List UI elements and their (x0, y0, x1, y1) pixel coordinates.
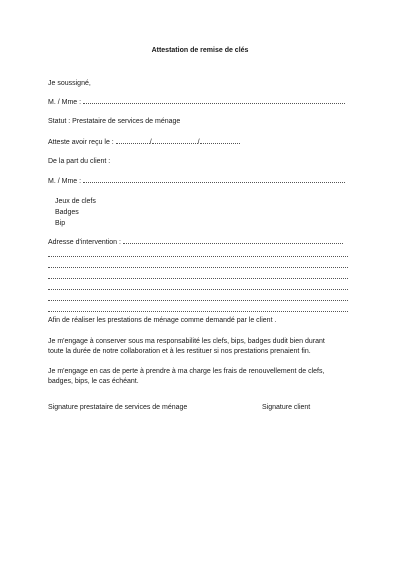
address-dots-first (123, 243, 343, 244)
de-la-part-text: De la part du client : (48, 158, 111, 165)
paragraph-commitment-line1: Je m'engage à conserver sous ma responsabilité les clefs, bips, badges dudit bien durant (48, 338, 325, 345)
address-dots-3[interactable] (48, 267, 348, 268)
address-line[interactable] (48, 238, 343, 247)
address-dots-5[interactable] (48, 289, 348, 290)
je-soussigne-text: Je soussigné, (48, 80, 91, 87)
received-year-dots (200, 143, 240, 144)
received-date-label: Atteste avoir reçu le : (48, 139, 114, 146)
paragraph-loss-line1: Je m'engage en cas de perte à prendre à ma charge les frais de renouvellement de clefs, (48, 368, 325, 375)
date-slash-2: / (197, 139, 200, 146)
item-badges: Badges (55, 209, 79, 216)
address-dots-2[interactable] (48, 256, 348, 257)
client-name-dots (83, 182, 345, 183)
signature-client-label: Signature client (262, 404, 311, 411)
statut-text: Statut : Prestataire de services de ménage (48, 118, 181, 125)
address-dots-4[interactable] (48, 278, 348, 279)
paragraph-loss-line2: badges, bips, le cas échéant. (48, 378, 139, 385)
date-slash-1: / (149, 139, 152, 146)
address-label: Adresse d'intervention : (48, 239, 121, 246)
address-dots-7[interactable] (48, 311, 348, 312)
provider-name-dots (83, 103, 345, 104)
client-name-line[interactable] (48, 177, 345, 186)
paragraph-commitment-line2: toute la durée de notre collaboration et à les restituer si nos prestations prenaient fin. (48, 348, 311, 355)
provider-name-label: M. / Mme : (48, 99, 82, 106)
signature-provider-label: Signature prestataire de services de ménage (48, 404, 188, 411)
item-keys: Jeux de clefs (55, 198, 96, 205)
paragraph-purpose: Afin de réaliser les prestations de ménage comme demandé par le client . (48, 317, 277, 324)
received-month-dots (152, 143, 198, 144)
address-dots-6[interactable] (48, 300, 348, 301)
received-date-line[interactable] (48, 138, 240, 147)
received-day-dots (116, 143, 150, 144)
document-title: Attestation de remise de clés (151, 47, 249, 54)
item-bip: Bip (55, 220, 66, 227)
provider-name-line[interactable] (48, 98, 345, 107)
client-name-label: M. / Mme : (48, 178, 82, 185)
